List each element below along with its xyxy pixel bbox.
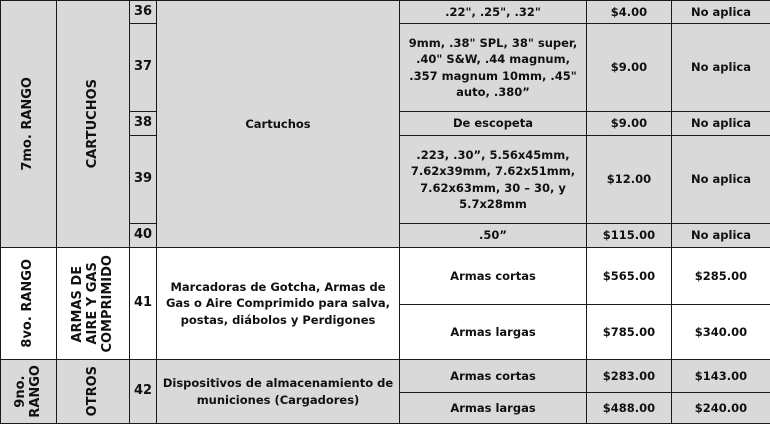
description-cell: Cartuchos (157, 1, 400, 248)
table-row-36 (1, 1, 770, 24)
caliber-cell: .50” (400, 224, 587, 248)
price2-cell: $340.00 (672, 305, 770, 360)
row-number: 42 (130, 360, 157, 424)
row-number: 41 (130, 248, 157, 360)
price1-cell: $4.00 (587, 1, 672, 24)
caliber-cell: Armas largas (400, 393, 587, 424)
price2-cell: No aplica (672, 112, 770, 136)
range-cell-7 (1, 1, 57, 248)
description-cell: Dispositivos de almacenamiento de municiones (Cargadores) (157, 360, 400, 424)
description-cell: Marcadoras de Gotcha, Armas de Gas o Aire Comprimido para salva, postas, diábolos y Perdigones (157, 248, 400, 360)
price2-cell: No aplica (672, 136, 770, 224)
caliber-cell: Armas cortas (400, 360, 587, 393)
category-cell-cartuchos (57, 1, 130, 248)
price1-cell: $115.00 (587, 224, 672, 248)
price2-cell: $285.00 (672, 248, 770, 305)
category-cell-otros (57, 360, 130, 424)
price1-cell: $9.00 (587, 24, 672, 112)
category-label: ARMAS DE AIRE Y GAS COMPRIMIDO (71, 255, 116, 353)
row-number: 39 (130, 136, 157, 224)
range-cell-9 (1, 360, 57, 424)
price1-cell: $565.00 (587, 248, 672, 305)
range-label: 8vo. RANGO (21, 259, 36, 348)
row-number: 38 (130, 112, 157, 136)
category-cell-armas-aire (57, 248, 130, 360)
range-label: 7mo. RANGO (21, 77, 36, 171)
range-label: 9no. RANGO (14, 365, 44, 418)
price1-cell: $785.00 (587, 305, 672, 360)
row-number: 36 (130, 1, 157, 24)
row-number: 40 (130, 224, 157, 248)
caliber-cell: .223, .30”, 5.56x45mm, 7.62x39mm, 7.62x51mm, 7.62x63mm, 30 – 30, y 5.7x28mm (400, 136, 587, 224)
price2-cell: $143.00 (672, 360, 770, 393)
caliber-cell: Armas largas (400, 305, 587, 360)
price1-cell: $12.00 (587, 136, 672, 224)
price2-cell: No aplica (672, 24, 770, 112)
caliber-cell: Armas cortas (400, 248, 587, 305)
caliber-cell: De escopeta (400, 112, 587, 136)
price2-cell: No aplica (672, 1, 770, 24)
price1-cell: $488.00 (587, 393, 672, 424)
category-label: OTROS (86, 366, 101, 416)
caliber-cell: 9mm, .38" SPL, 38" super, .40" S&W, .44 magnum, .357 magnum 10mm, .45" auto, .380” (400, 24, 587, 112)
category-label: CARTUCHOS (86, 79, 101, 168)
table-row-42a (1, 360, 770, 393)
price1-cell: $283.00 (587, 360, 672, 393)
price1-cell: $9.00 (587, 112, 672, 136)
price2-cell: $240.00 (672, 393, 770, 424)
row-number: 37 (130, 24, 157, 112)
table-row-41a (1, 248, 770, 305)
caliber-cell: .22", .25", .32" (400, 1, 587, 24)
range-cell-8 (1, 248, 57, 360)
price2-cell: No aplica (672, 224, 770, 248)
